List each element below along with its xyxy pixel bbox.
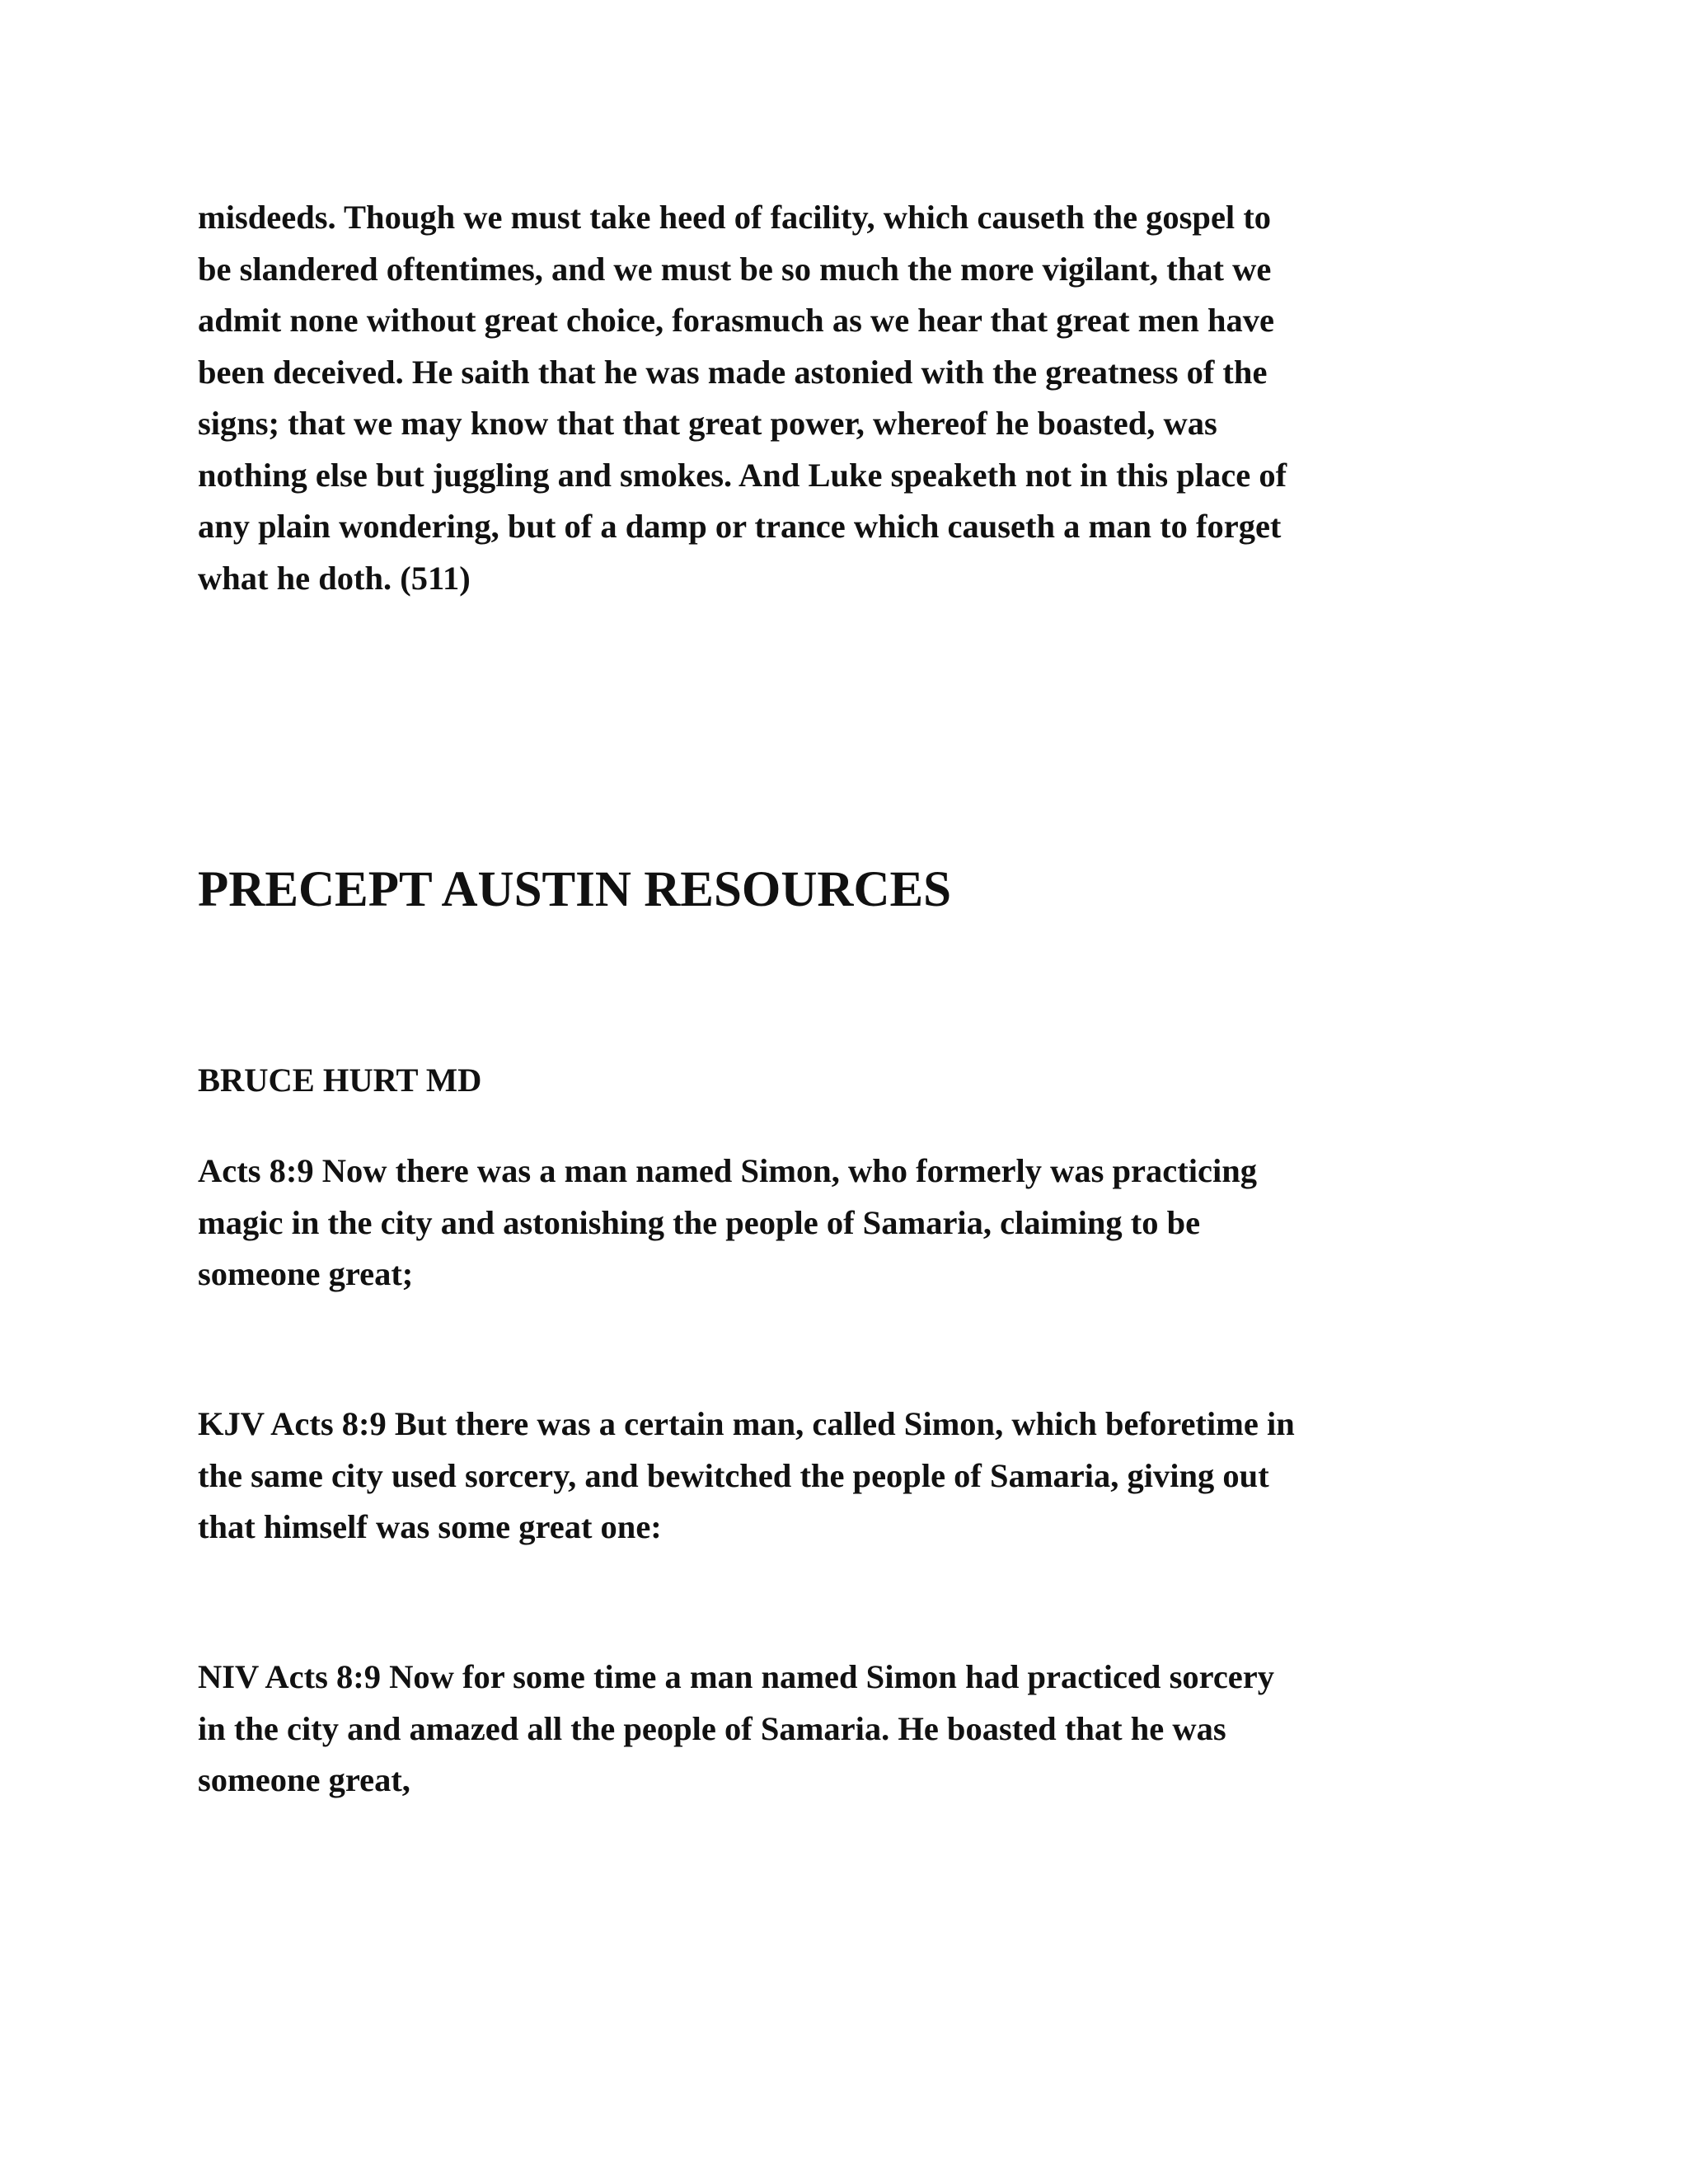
- paragraph-line: be slandered oftentimes, and we must be so much the more vigilant, that we: [198, 250, 1272, 288]
- verse-line: someone great,: [198, 1761, 410, 1798]
- section-heading: PRECEPT AUSTIN RESOURCES: [198, 862, 952, 917]
- verse-nasb: [198, 1146, 1517, 1301]
- verse-niv: [198, 1652, 1517, 1807]
- commentary-paragraph: [198, 192, 1517, 604]
- verse-line: in the city and amazed all the people of Samaria. He boasted that he was: [198, 1709, 1226, 1747]
- verse-line: someone great;: [198, 1255, 414, 1292]
- paragraph-line: misdeeds. Though we must take heed of facility, which causeth the gospel to: [198, 199, 1272, 236]
- author-name: [198, 1055, 1517, 1107]
- verse-line: Acts 8:9 Now there was a man named Simon, who formerly was practicing: [198, 1152, 1258, 1189]
- paragraph-line: admit none without great choice, forasmuch as we hear that great men have: [198, 302, 1274, 339]
- verse-line: KJV Acts 8:9 But there was a certain man, called Simon, which beforetime in: [198, 1405, 1295, 1442]
- paragraph-line: been deceived. He saith that he was made astonied with the greatness of the: [198, 353, 1268, 391]
- paragraph-line: nothing else but juggling and smokes. And Luke speaketh not in this place of: [198, 456, 1287, 494]
- verse-line: magic in the city and astonishing the people of Samaria, claiming to be: [198, 1203, 1201, 1241]
- verse-line: that himself was some great one:: [198, 1508, 662, 1545]
- paragraph-line: what he doth. (511): [198, 559, 471, 597]
- paragraph-line: any plain wondering, but of a damp or trance which causeth a man to forget: [198, 508, 1282, 545]
- paragraph-line: signs; that we may know that that great power, whereof he boasted, was: [198, 405, 1217, 442]
- author-line: BRUCE HURT MD: [198, 1062, 482, 1099]
- verse-line: the same city used sorcery, and bewitched the people of Samaria, giving out: [198, 1456, 1269, 1494]
- verse-kjv: [198, 1399, 1517, 1554]
- verse-line: NIV Acts 8:9 Now for some time a man named Simon had practiced sorcery: [198, 1658, 1275, 1695]
